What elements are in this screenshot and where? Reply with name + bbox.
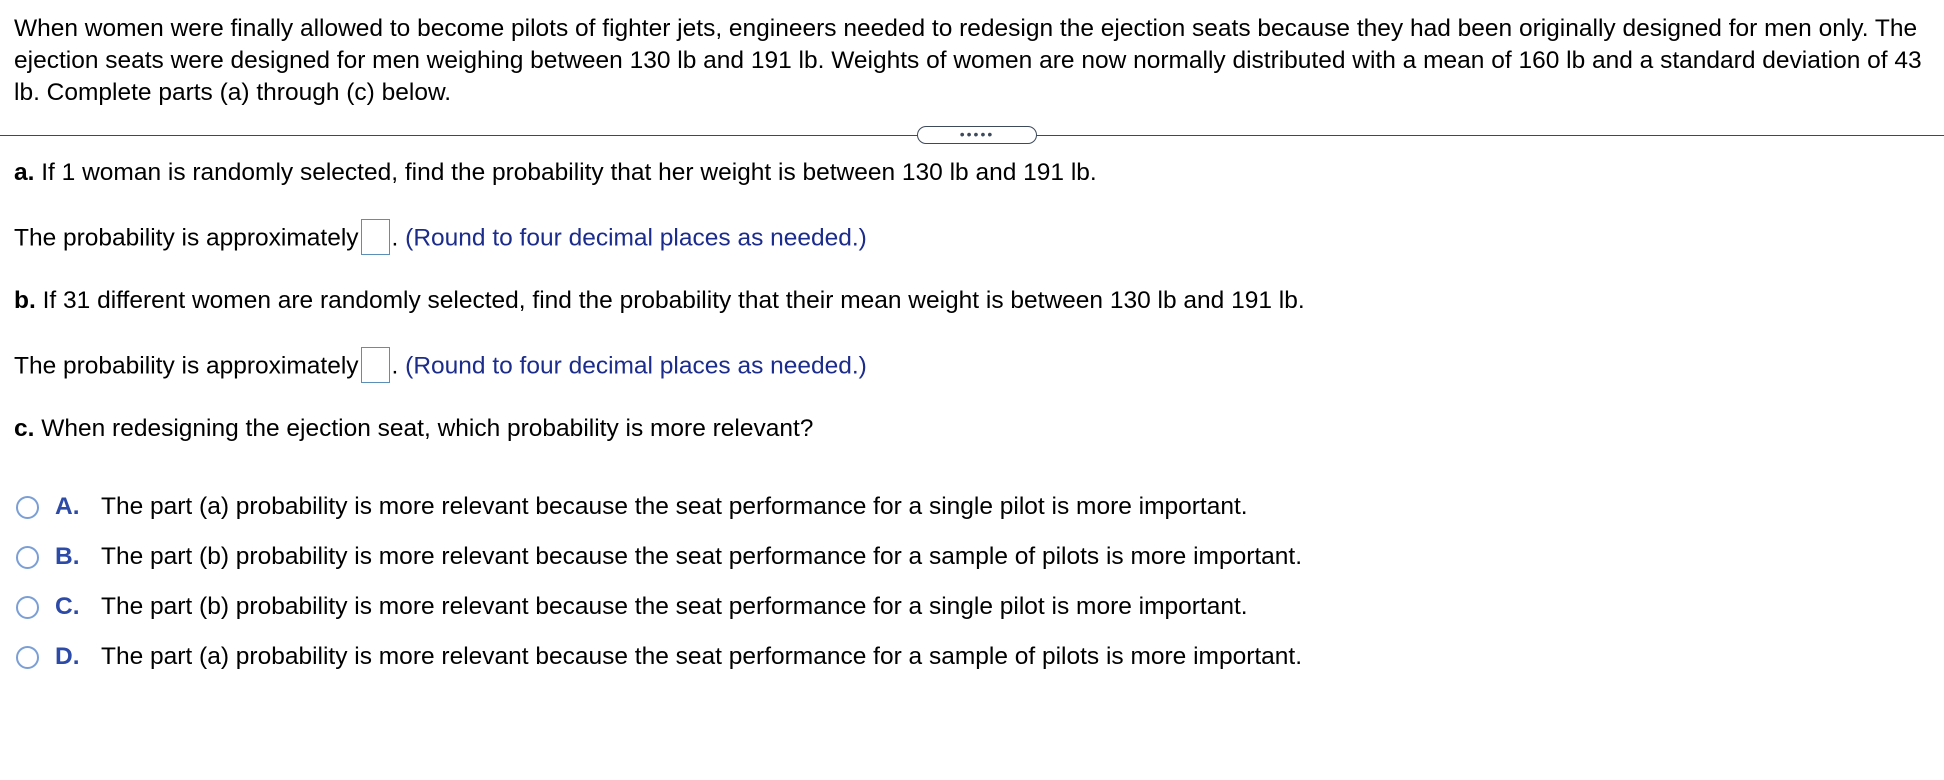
choice-c[interactable] — [16, 591, 1248, 623]
choice-d-text: The part (a) probability is more relevant because the seat performance for a sample of pilots is more important. — [101, 643, 1303, 670]
part-b-question-text: If 31 different women are randomly selected, find the probability that their mean weight is between 130 lb and 191 lb. — [42, 287, 1305, 314]
part-b-label: b. — [14, 287, 36, 314]
part-a-question — [14, 157, 1097, 189]
radio-button-icon[interactable] — [16, 496, 39, 519]
part-b-question — [14, 285, 1305, 317]
part-b-answer-input[interactable] — [361, 347, 390, 383]
part-b-answer-suffix: . — [391, 352, 399, 380]
part-c-label: c. — [14, 415, 35, 442]
part-a-question-text: If 1 woman is randomly selected, find the probability that her weight is between 130 lb and 191 lb. — [41, 159, 1097, 186]
choice-a[interactable] — [16, 491, 1248, 523]
part-a-label: a. — [14, 159, 35, 186]
radio-button-icon[interactable] — [16, 596, 39, 619]
radio-button-icon[interactable] — [16, 546, 39, 569]
part-c-question — [14, 413, 813, 445]
problem-statement: When women were finally allowed to become pilots of fighter jets, engineers needed to redesign the ejection seats because they had been originally designed for men only. The ejection seats were designed for men weighing between 130 lb and 191 lb. Weights of women are now normally distributed with a mean of 160 lb and a standard deviation of 43 lb. Complete parts (a) through (c) below. — [14, 15, 1922, 106]
radio-button-icon[interactable] — [16, 646, 39, 669]
part-c-question-text: When redesigning the ejection seat, which probability is more relevant? — [41, 415, 814, 442]
part-a-answer-prefix: The probability is approximately — [14, 224, 359, 252]
choice-d-letter: D. — [55, 643, 80, 670]
choice-b-letter: B. — [55, 543, 80, 570]
choice-c-text: The part (b) probability is more relevant because the seat performance for a single pilot is more important. — [101, 593, 1248, 620]
part-a-answer-row — [14, 221, 867, 257]
choice-b-text: The part (b) probability is more relevant because the seat performance for a sample of pilots is more important. — [101, 543, 1303, 570]
part-a-answer-input[interactable] — [361, 219, 390, 255]
expand-problem-button[interactable] — [917, 126, 1037, 144]
part-b-rounding-hint: (Round to four decimal places as needed.) — [405, 352, 867, 380]
choice-d[interactable] — [16, 641, 1302, 673]
part-b-answer-prefix: The probability is approximately — [14, 352, 359, 380]
choice-a-letter: A. — [55, 493, 80, 520]
choice-c-letter: C. — [55, 593, 80, 620]
choice-a-text: The part (a) probability is more relevant because the seat performance for a single pilot is more important. — [101, 493, 1248, 520]
part-b-answer-row — [14, 349, 867, 385]
part-a-answer-suffix: . — [391, 224, 399, 252]
more-dots-icon: ••••• — [959, 126, 995, 142]
part-a-rounding-hint: (Round to four decimal places as needed.) — [405, 224, 867, 252]
choice-b[interactable] — [16, 541, 1302, 573]
